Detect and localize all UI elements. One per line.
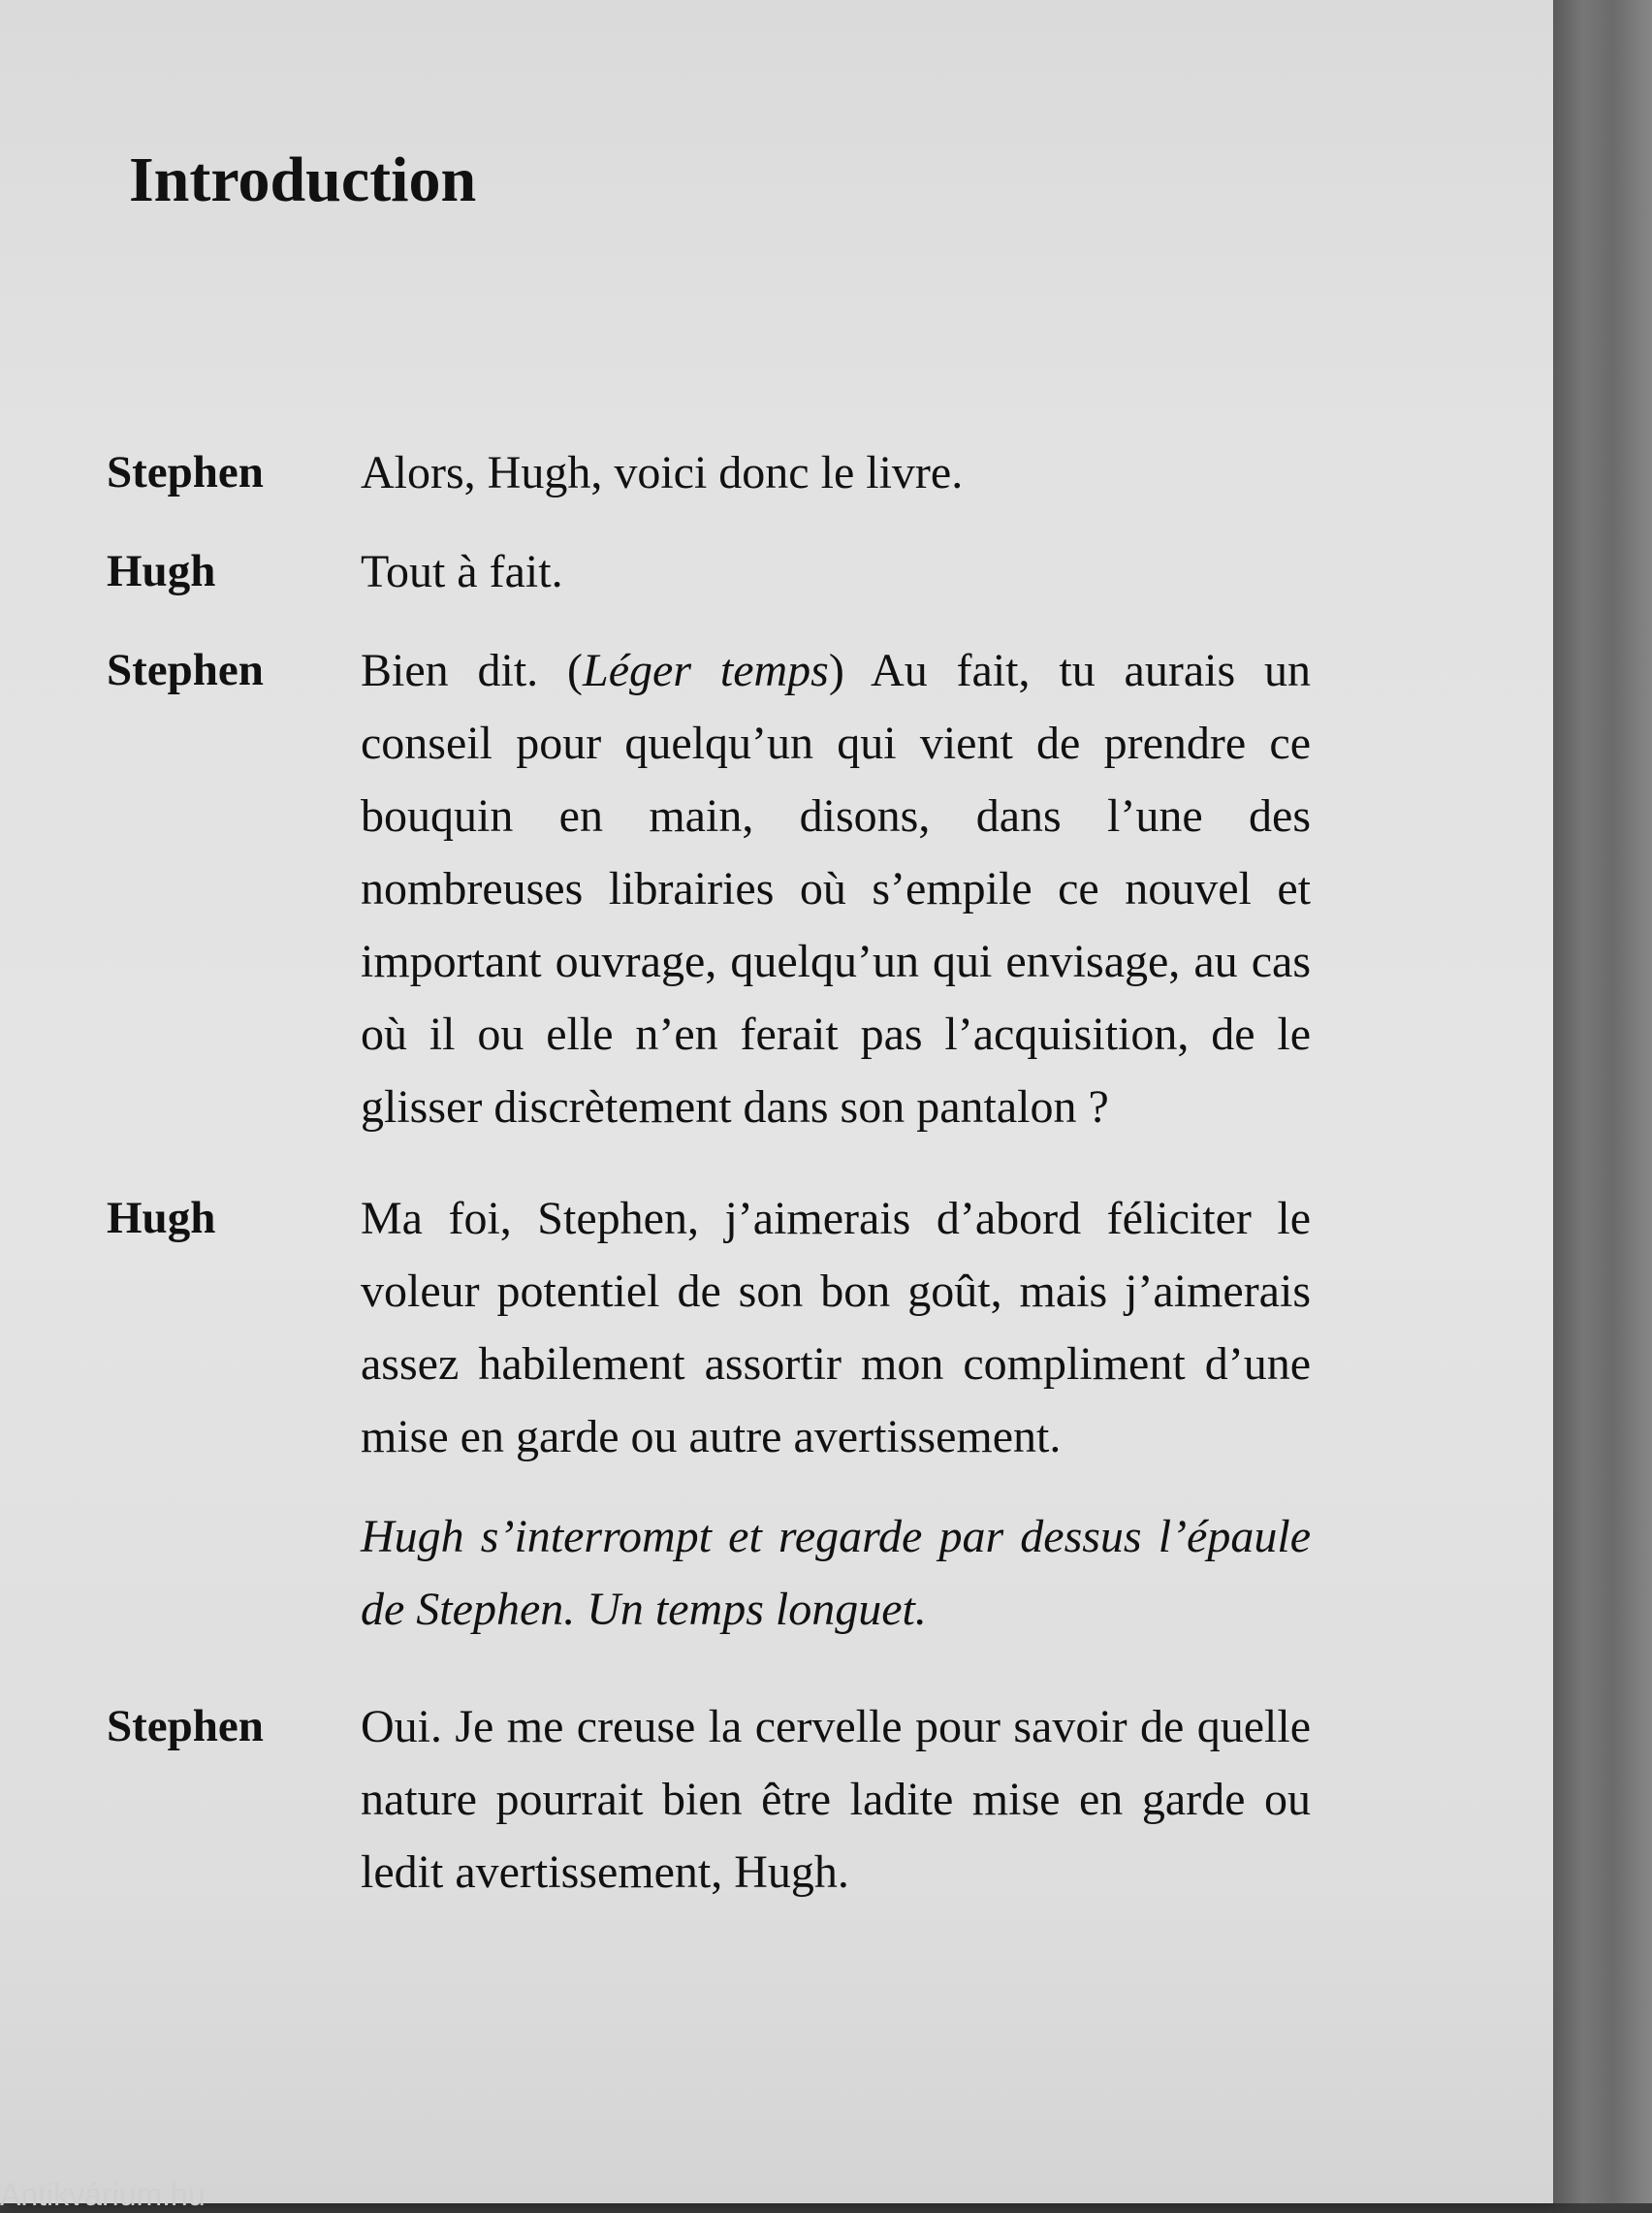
speech-text: Ma foi, Stephen, j’aimerais d’abord féliciter le voleur potentiel de son bon goût, mais j’aimerais assez habilement assortir mon compliment d’une mise en garde ou autre avertissement. bbox=[361, 1193, 1311, 1462]
speech-text-start: Bien dit. ( bbox=[361, 645, 584, 696]
speech-text: Alors, Hugh, voici donc le livre. bbox=[361, 447, 964, 498]
speaker-name: Stephen bbox=[107, 1701, 264, 1751]
page-stack-edge bbox=[1553, 0, 1652, 2203]
speech-text-end: ) Au fait, tu aurais un conseil pour quelqu’un qui vient de prendre ce bouquin en main, disons, dans l’une des nombreuses librairies où s’empile ce nouvel et important ouvrage, quelqu’un qui envisage, au cas où il ou elle n’en ferait pas l’acquisition, de le glisser discrètement dans son pantalon ? bbox=[361, 645, 1312, 1133]
dialogue-line bbox=[107, 436, 1318, 509]
dialogue bbox=[107, 436, 1318, 1908]
dialogue-line bbox=[107, 634, 1318, 1143]
dialogue-line bbox=[107, 1182, 1318, 1473]
speech-text: Tout à fait. bbox=[361, 546, 563, 597]
spacer bbox=[107, 1143, 1318, 1182]
spacer bbox=[107, 509, 1318, 535]
speaker-name: Stephen bbox=[107, 645, 264, 695]
speaker-name: Hugh bbox=[107, 546, 216, 596]
speech-text bbox=[361, 634, 1311, 1143]
speaker-name: Hugh bbox=[107, 1193, 216, 1243]
speech-text: Oui. Je me creuse la cervelle pour savoir de quelle nature pourrait bien être ladite mise en garde ou ledit avertissement, Hugh. bbox=[361, 1701, 1311, 1898]
spacer bbox=[107, 1646, 1318, 1690]
stage-direction: Hugh s’interrompt et regarde par dessus l’épaule de Stephen. Un temps longuet. bbox=[361, 1511, 1311, 1635]
dialogue-line bbox=[107, 535, 1318, 608]
stage-aside: Léger temps bbox=[583, 645, 829, 696]
spacer bbox=[107, 608, 1318, 634]
dialogue-line bbox=[107, 1690, 1318, 1908]
chapter-title: Introduction bbox=[129, 144, 477, 215]
watermark-logo: Antikvárium.hu bbox=[0, 2177, 206, 2212]
speaker-name: Stephen bbox=[107, 447, 264, 497]
